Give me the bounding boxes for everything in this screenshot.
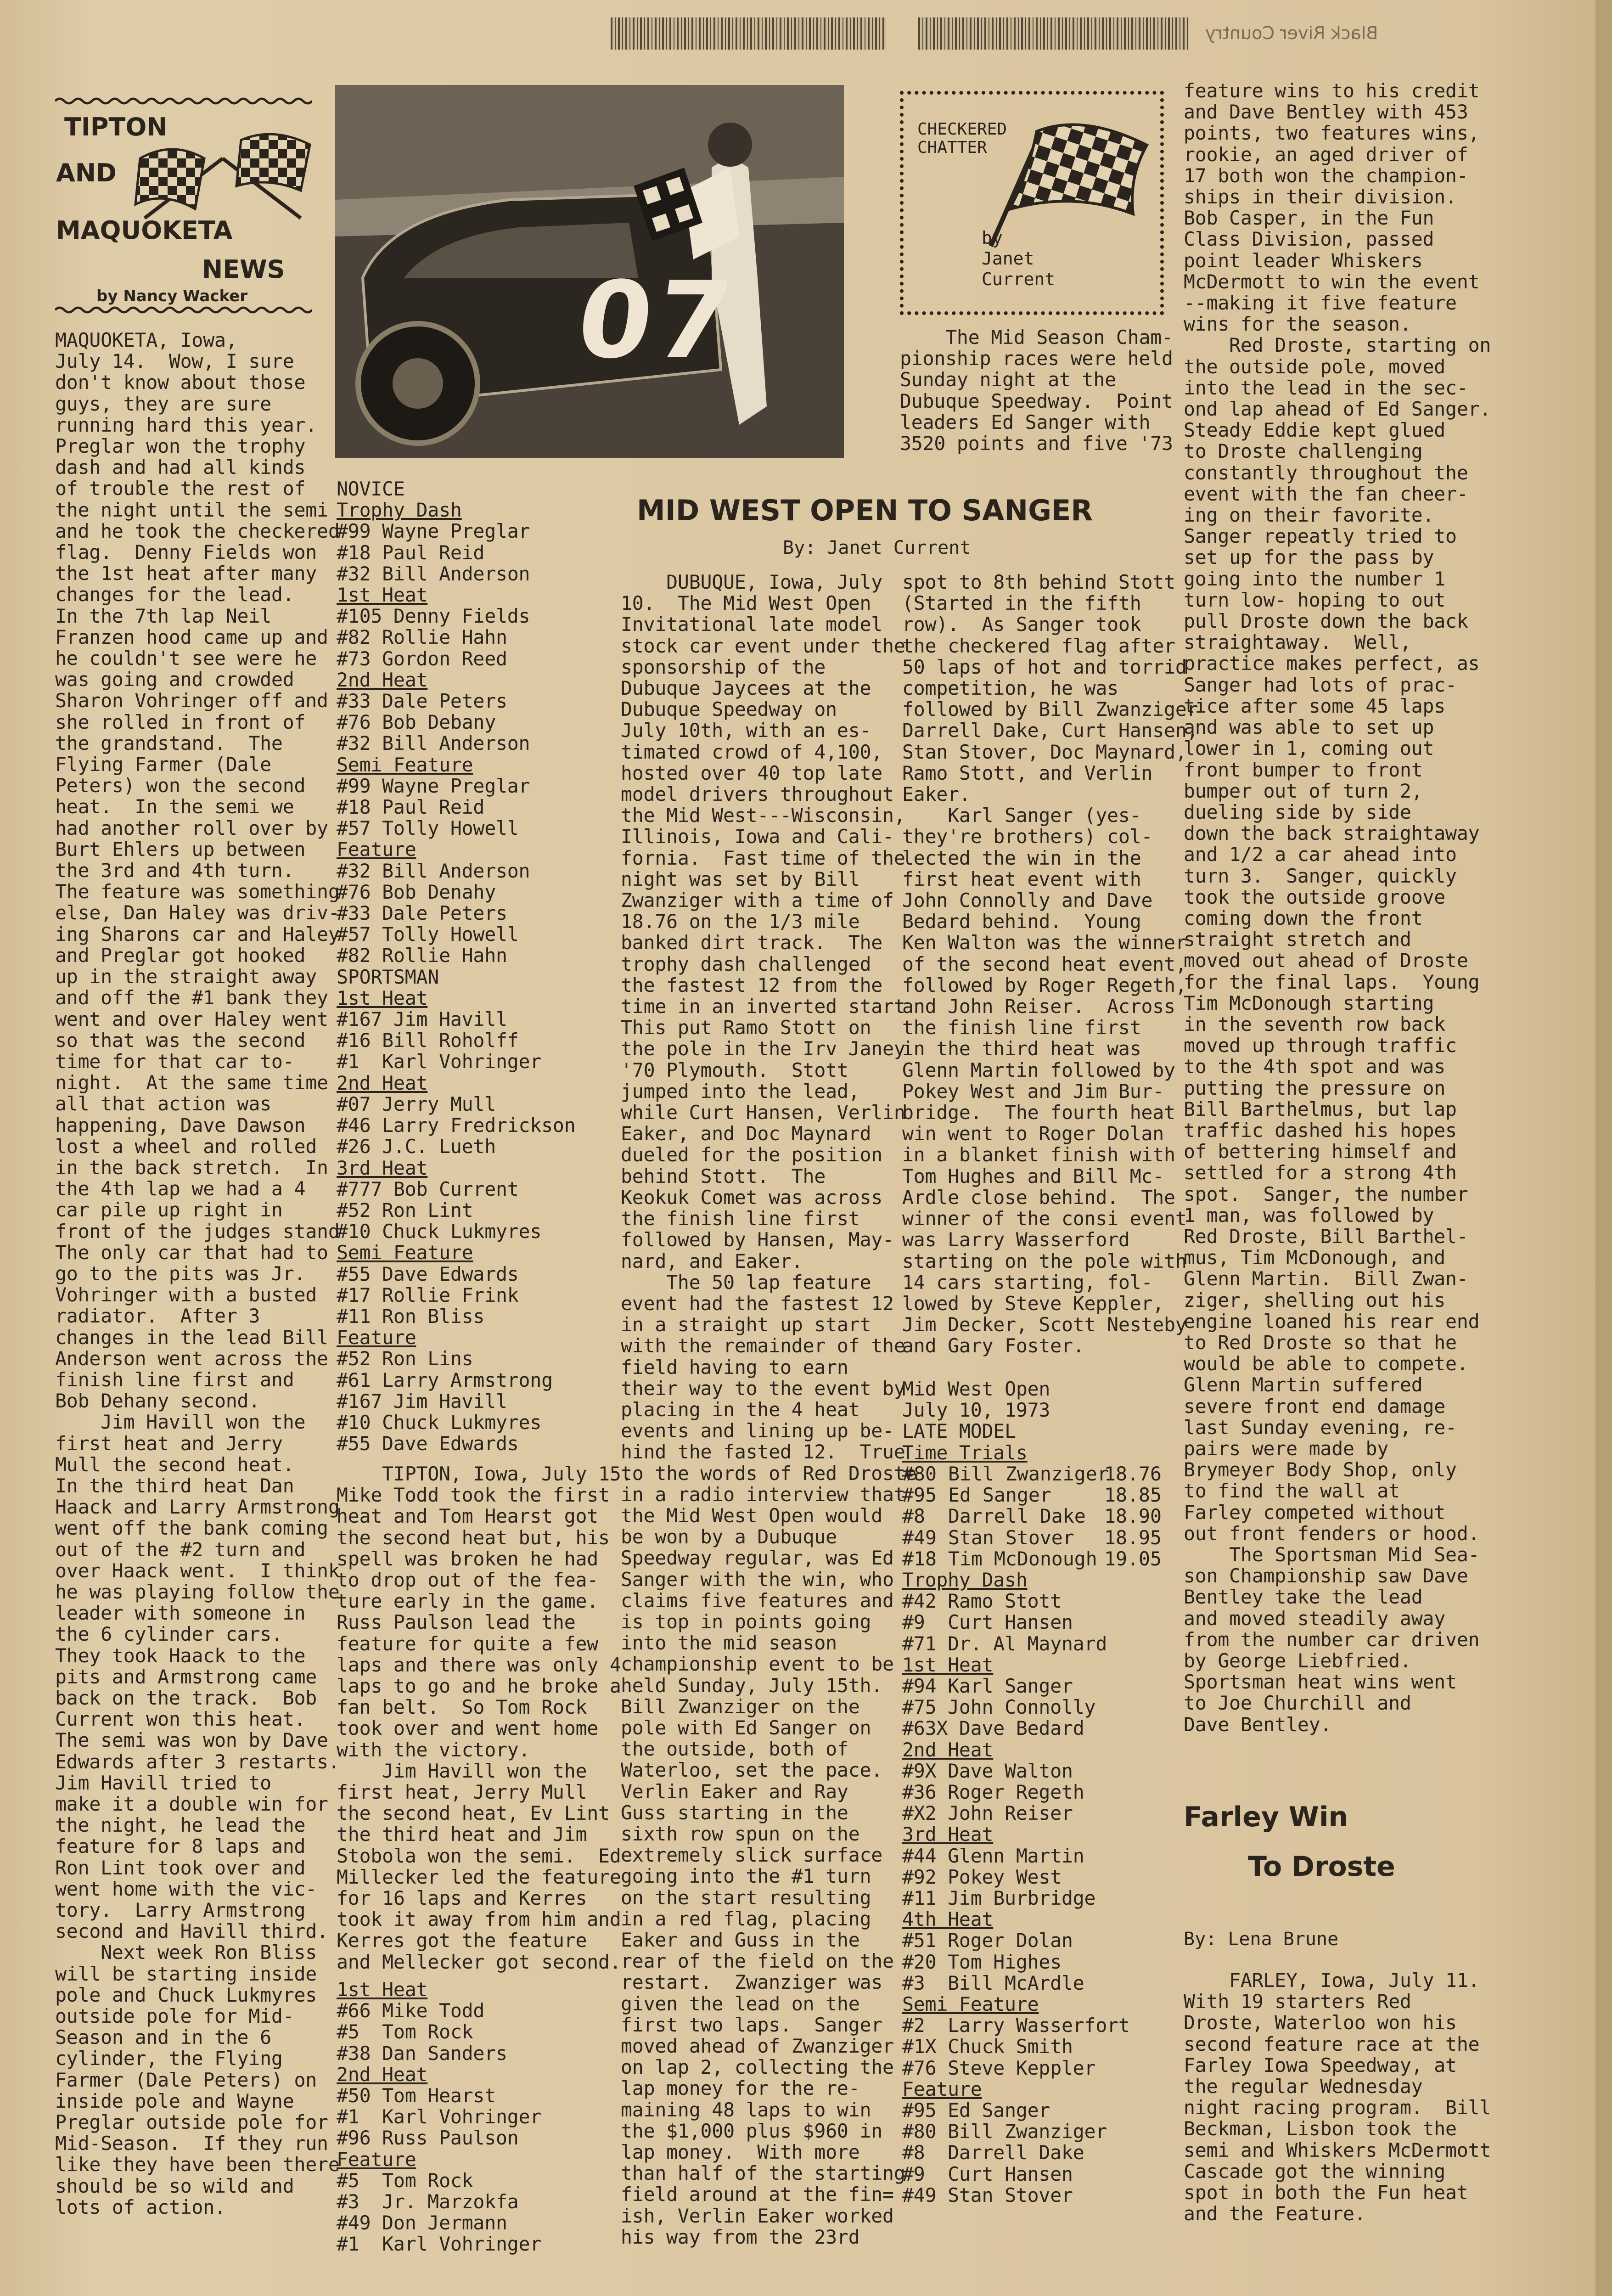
novice-sportsman-result-entry: #16 Bill Roholff <box>337 1029 519 1052</box>
novice-sportsman-result-entry: #33 Dale Peters <box>337 902 507 925</box>
midwest-result-heading: 1st Heat <box>902 1653 994 1676</box>
barcode-left <box>611 17 886 50</box>
midwest-body-a: DUBUQUE, Iowa, July 10. The Mid West Open Invitational late model stock car event under the sponsorship of the Dubuque Jaycees at the Dubuque Speedway on July 10th, with an es- timated crowd of 4,100, hosted over 40 top late model drivers throughout the Mid West---Wisconsin, Illinois, Iowa and Cali- fornia. Fast time of the night was set by Bill Zwanziger with a time of 18.76 on the 1/3 mile banked dirt track. The trophy dash challenged the fastest 12 from the time in an inverted start This put Ramo Stott on the pole in the Irv Janey '70 Plymouth. Stott jumped into the lead, while Curt Hansen, Verlin Eaker, and Doc Maynard dueled for the position behind Stott. The Keokuk Comet was across the finish line first followed by Hansen, May- nard, and Eaker. The 50 lap feature event had the fastest 12 in a straight up start with the remainder of the field having to earn their way to the event by placing in the 4 heat events and lining up be- hind the fasted 12. True to the words of Red Droste in a radio interview that the Mid West Open would be won by a Dubuque Speedway regular, was Ed Sanger with the win, who claims five features and is top in points going into the mid season championship event to be held Sunday, July 15th. Bill Zwanziger on the pole with Ed Sanger on the outside, both of Waterloo, set the pace. Verlin Eaker and Ray Guss starting in the sixth row spun on the extremely slick surface going into the #1 turn on the start resulting in a red flag, placing Eaker and Guss in the rear of the field on the restart. Zwanziger was given the lead on the first two laps. Sanger moved ahead of Zwanziger on lap 2, collecting the lap money for the re- maining 48 laps to win the $1,000 plus $960 in lap money. With more than half of the starting field around at the fin= ish, Verlin Eaker worked his way from the 23rd <box>621 571 917 2248</box>
tipton-result-entry: #5 Tom Rock <box>337 2020 473 2043</box>
novice-sportsman-result-entry: #61 Larry Armstrong <box>337 1368 553 1391</box>
tipton-result-heading: 1st Heat <box>337 1978 428 2001</box>
farley-title-1: Farley Win <box>1184 1801 1348 1833</box>
time-trials-label: Time Trials <box>902 1441 1028 1464</box>
midwest-result-entry: #X2 John Reiser <box>902 1802 1073 1825</box>
midwest-result-entry: #80 Bill Zwanziger <box>902 2120 1107 2143</box>
time-trial-time: 18.95 <box>1104 1526 1162 1549</box>
novice-sportsman-result-entry: #82 Rollie Hahn <box>337 944 507 967</box>
time-trial-driver: #49 Stan Stover <box>902 1526 1074 1549</box>
farley-title-2: To Droste <box>1248 1851 1395 1883</box>
chatter-by: by <box>982 228 1003 248</box>
midwest-result-entry: #76 Steve Keppler <box>902 2056 1096 2079</box>
midwest-result-entry: #2 Larry Wasserfort <box>902 2014 1130 2037</box>
chatter-label-1: CHECKERED <box>917 120 1007 139</box>
tipton-result-entry: #1 Karl Vohringer <box>337 2233 542 2256</box>
novice-sportsman-result-entry: #33 Dale Peters <box>337 690 507 713</box>
novice-sportsman-result-heading: 3rd Heat <box>337 1156 428 1179</box>
midwest-byline: By: Janet Current <box>783 537 971 558</box>
time-trial-row <box>902 1506 1178 1527</box>
novice-sportsman-result-entry: #55 Dave Edwards <box>337 1432 519 1455</box>
novice-sportsman-result-entry: #73 Gordon Reed <box>337 647 507 670</box>
novice-sportsman-result-entry: #99 Wayne Preglar <box>337 520 530 543</box>
tipton-title-4: NEWS <box>202 255 285 284</box>
novice-sportsman-result-heading: 1st Heat <box>337 584 428 607</box>
novice-sportsman-result-heading: Feature <box>337 1326 416 1349</box>
midwest-results-head-entry: Mid West Open <box>902 1378 1050 1400</box>
novice-sportsman-result-entry: #76 Bob Debany <box>337 711 496 734</box>
novice-sportsman-result-entry: #105 Denny Fields <box>337 605 530 628</box>
time-trial-driver: #18 Tim McDonough <box>902 1547 1097 1570</box>
tipton-result-entry: #50 Tom Hearst <box>337 2084 496 2107</box>
midwest-result-heading: 4th Heat <box>902 1908 994 1931</box>
time-trial-driver: #80 Bill Zwanziger <box>902 1463 1109 1485</box>
midwest-result-heading: Trophy Dash <box>902 1569 1028 1591</box>
time-trial-row <box>902 1485 1178 1506</box>
farley-body: FARLEY, Iowa, July 11. With 19 starters Red Droste, Waterloo won his second feature race at the Farley Iowa Speedway, at the regular Wednesday night racing program. Bill Beckman, Lisbon took the semi and Whiskers McDermott Cascade got the winning spot in both the Fun heat and the Feature. <box>1184 1969 1491 2225</box>
midwest-result-heading: Feature <box>902 2077 982 2100</box>
tipton-result-heading: Feature <box>337 2148 416 2171</box>
tipton-july15-results <box>337 1979 541 2255</box>
novice-sportsman-result-heading: Trophy Dash <box>337 499 462 522</box>
novice-sportsman-result-entry: #32 Bill Anderson <box>337 732 530 755</box>
novice-sportsman-result-entry: #777 Bob Current <box>337 1177 519 1200</box>
time-trial-row <box>902 1527 1178 1548</box>
barcode-right <box>918 17 1189 50</box>
chatter-continued-body: feature wins to his credit and Dave Bentley with 453 points, two features wins, rookie, an aged driver of 17 both won the champion- ships in their division. Bob Casper, in the Fun Class Division, passed point leader Whiskers McDermott to win the event --making it five feature wins for the season. Red Droste, starting on the outside pole, moved into the lead in the sec- ond lap ahead of Ed Sanger. Steady Eddie kept glued to Droste challenging constantly throughout the event with the fan cheer- ing on their favorite. Sanger repeatly tried to set up for the pass by going into the number 1 turn low- hoping to out pull Droste down the back straightaway. Well, practice makes perfect, as Sanger had lots of prac- tice after some 45 laps and was able to set up lower in 1, coming out front bumper to front bumper out of turn 2, dueling side by side down the back straightaway and 1/2 a car ahead into turn 3. Sanger, quickly took the outside groove coming down the front straight stretch and moved out ahead of Droste for the final laps. Young Tim McDonough starting in the seventh row back moved up through traffic to the 4th spot and was putting the pressure on Bill Barthelmus, but lap traffic dashed his hopes of bettering himself and settled for a strong 4th spot. Sanger, the number 1 man, was followed by Red Droste, Bill Barthel- mus, Tim McDonough, and Glenn Martin. Bill Zwan- ziger, shelling out his engine loaned his rear end to Red Droste so that he would be able to compete. Glenn Martin suffered severe front end damage last Sunday evening, re- pairs were made by Brymeyer Body Shop, only to find the wall at Farley competed without out front fenders or hood. The Sportsman Mid Sea- son Championship saw Dave Bentley take the lead and moved steadily away from the number car driven by George Liebfried. Sportsman heat wins went to Joe Churchill and Dave Bentley. <box>1184 79 1491 1736</box>
midwest-result-entry: #75 John Connolly <box>902 1696 1096 1719</box>
tipton-article-body: MAQUOKETA, Iowa, July 14. Wow, I sure don't know about those guys, they are sure running hard this year. Preglar won the trophy dash and had all kinds of trouble the rest of the night until the semi and he took the checkered flag. Denny Fields won the 1st heat after many changes for the lead. In the 7th lap Neil Franzen hood came up and he couldn't see were he was going and crowded Sharon Vohringer off and she rolled in front of the grandstand. The Flying Farmer (Dale Peters) won the second heat. In the semi we had another roll over by Burt Ehlers up between the 3rd and 4th turn. The feature was something else, Dan Haley was driv- ing Sharons car and Haley and Preglar got hooked up in the straight away and off the #1 bank they went and over Haley went so that was the second time for that car to- night. At the same time all that action was happening, Dave Dawson lost a wheel and rolled in the back stretch. In the 4th lap we had a 4 car pile up right in front of the judges stand The only car that had to go to the pits was Jr. Vohringer with a busted radiator. After 3 changes in the lead Bill Anderson went across the finish line first and Bob Dehany second. Jim Havill won the first heat and Jerry Mull the second heat. In the third heat Dan Haack and Larry Armstrong went off the bank coming out of the #2 turn and over Haack went. I think he was playing follow the leader with someone in the 6 cylinder cars. They took Haack to the pits and Armstrong came back on the track. Bob Current won this heat. The semi was won by Dave Edwards after 3 restarts. Jim Havill tried to make it a double win for the night, he lead the feature for 8 laps and Ron Lint took over and went home with the vic- tory. Larry Armstrong second and Havill third. Next week Ron Bliss will be starting inside pole and Chuck Lukmyres outside pole for Mid- Season and in the 6 cylinder, the Flying Farmer (Dale Peters) on inside pole and Wayne Preglar outside pole for Mid-Season. If they run like they have been there should be so wild and lots of action. <box>55 329 340 2218</box>
midwest-results-head-entry: LATE MODEL <box>902 1420 1016 1443</box>
time-trial-driver: #8 Darrell Dake <box>902 1505 1086 1528</box>
time-trials-table <box>902 1463 1178 1570</box>
midwest-headline: MID WEST OPEN TO SANGER <box>637 494 1093 527</box>
tipton-title-1: TIPTON <box>64 113 168 141</box>
novice-sportsman-result-heading: 2nd Heat <box>337 1071 428 1094</box>
novice-sportsman-result-entry: #52 Ron Lins <box>337 1347 473 1370</box>
midwest-result-entry: #92 Pokey West <box>902 1865 1062 1888</box>
midwest-result-entry: #8 Darrell Dake <box>902 2141 1084 2164</box>
midwest-result-entry: #9X Dave Walton <box>902 1759 1073 1782</box>
novice-sportsman-result-entry: #99 Wayne Preglar <box>337 774 530 797</box>
chatter-intro: The Mid Season Cham- pionship races were held Sunday night at the Dubuque Speedway. Point leaders Ed Sanger with 3520 points and five '73 <box>900 326 1173 455</box>
novice-sportsman-result-heading: Semi Feature <box>337 1241 473 1264</box>
tipton-title-3: MAQUOKETA <box>56 216 233 245</box>
midwest-result-heading: 3rd Heat <box>902 1823 994 1846</box>
tipton-july15-body: TIPTON, Iowa, July 15. Mike Todd took the first heat and Tom Hearst got the second heat but, his spell was broken he had to drop out of the fea- ture early in the game. Russ Paulson lead the feature for quite a few laps and there was only 4 laps to go and he broke a fan belt. So Tom Rock took over and went home with the victory. Jim Havill won the first heat, Jerry Mull the second heat, Ev Lint the third heat and Jim Stobola won the semi. Ed Millecker led the feature for 16 laps and Kerres took it away from him and Kerres got the feature and Mellecker got second. <box>337 1463 633 1973</box>
novice-sportsman-result-entry: #52 Ron Lint <box>337 1199 473 1221</box>
novice-sportsman-result-entry: #82 Rollie Hahn <box>337 626 507 649</box>
tipton-byline: by Nancy Wacker <box>96 287 248 305</box>
midwest-result-entry: #36 Roger Regeth <box>902 1781 1084 1804</box>
midwest-result-entry: #11 Jim Burbridge <box>902 1887 1096 1910</box>
tipton-result-entry: #1 Karl Vohringer <box>337 2105 542 2128</box>
novice-sportsman-result-heading: Feature <box>337 838 416 861</box>
time-trial-time: 18.76 <box>1104 1463 1162 1485</box>
chatter-label-2: CHATTER <box>917 138 987 157</box>
checkered-chatter-box <box>900 91 1164 315</box>
tipton-result-entry: #38 Dan Sanders <box>337 2042 507 2065</box>
novice-sportsman-result-entry: #10 Chuck Lukmyres <box>337 1220 542 1243</box>
tipton-result-entry: #49 Don Jermann <box>337 2212 507 2234</box>
tipton-result-entry: #5 Tom Rock <box>337 2169 473 2192</box>
novice-sportsman-result-entry: #46 Larry Fredrickson <box>337 1114 576 1137</box>
midwest-body-b: spot to 8th behind Stott (Started in the fifth row). As Sanger took the checkered flag after 50 laps of hot and torrid competition, he was followed by Bill Zwanziger Darrell Dake, Curt Hansen, Stan Stover, Doc Maynard, Ramo Stott, and Verlin Eaker. Karl Sanger (yes- they're brothers) col- lected the win in the first heat event with John Connolly and Dave Bedard behind. Young Ken Walton was the winner of the second heat event, followed by Roger Regeth, and John Reiser. Across the finish line first in the third heat was Glenn Martin followed by Pokey West and Jim Bur- bridge. The fourth heat win went to Roger Dolan in a blanket finish with Tom Hughes and Bill Mc- Ardle close behind. The winner of the consi event was Larry Wasserford starting on the pole with 14 cars starting, fol- lowed by Steve Keppler, Jim Decker, Scott Nesteby and Gary Foster. <box>902 571 1198 1357</box>
chatter-author-2: Current <box>982 269 1056 289</box>
car-number: 07 <box>570 259 743 382</box>
novice-sportsman-result-entry: #57 Tolly Howell <box>337 817 519 840</box>
tipton-title-2: AND <box>56 158 117 187</box>
midwest-result-entry: #51 Roger Dolan <box>902 1929 1073 1952</box>
novice-sportsman-result-entry: NOVICE <box>337 478 405 500</box>
novice-sportsman-result-entry: #10 Chuck Lukmyres <box>337 1411 542 1434</box>
midwest-result-entry: #44 Glenn Martin <box>902 1844 1084 1867</box>
midwest-results-head-entry: July 10, 1973 <box>902 1399 1050 1422</box>
novice-sportsman-result-entry: #11 Ron Bliss <box>337 1305 485 1328</box>
midwest-result-entry: #20 Tom Highes <box>902 1950 1062 1973</box>
wavy-rule-bottom <box>55 305 312 315</box>
novice-sportsman-result-entry: #167 Jim Havill <box>337 1390 507 1412</box>
midwest-result-entry: #49 Stan Stover <box>902 2183 1073 2206</box>
tipton-result-entry: #3 Jr. Marzokfa <box>337 2190 519 2213</box>
midwest-result-entry: #1X Chuck Smith <box>902 2035 1073 2058</box>
chatter-author-1: Janet <box>982 248 1034 269</box>
midwest-results-list <box>902 1570 1130 2206</box>
novice-sportsman-result-entry: #1 Karl Vohringer <box>337 1050 542 1073</box>
wavy-rule-top <box>55 96 312 106</box>
race-car-photo <box>335 85 844 458</box>
tipton-result-entry: #96 Russ Paulson <box>337 2127 519 2150</box>
novice-sportsman-result-entry: #18 Paul Reid <box>337 796 485 819</box>
novice-sportsman-result-entry: #17 Rollie Frink <box>337 1283 519 1306</box>
midwest-result-entry: #63X Dave Bedard <box>902 1717 1084 1740</box>
time-trial-time: 19.05 <box>1104 1547 1162 1570</box>
novice-sportsman-result-entry: SPORTSMAN <box>337 965 439 988</box>
midwest-result-entry: #3 Bill McArdle <box>902 1971 1084 1994</box>
novice-sportsman-result-entry: #18 Paul Reid <box>337 541 485 564</box>
midwest-result-entry: #42 Ramo Stott <box>902 1590 1062 1613</box>
novice-sportsman-result-entry: #57 Tolly Howell <box>337 923 519 946</box>
midwest-result-entry: #71 Dr. Al Maynard <box>902 1632 1107 1655</box>
midwest-result-heading: 2nd Heat <box>902 1738 994 1761</box>
novice-sportsman-result-entry: #32 Bill Anderson <box>337 562 530 585</box>
midwest-result-entry: #94 Karl Sanger <box>902 1675 1073 1698</box>
novice-sportsman-result-entry: #32 Bill Anderson <box>337 859 530 882</box>
tipton-results-list <box>337 478 576 1454</box>
time-trial-time: 18.85 <box>1104 1484 1162 1507</box>
time-trial-row <box>902 1548 1178 1570</box>
time-trial-row <box>902 1463 1178 1485</box>
novice-sportsman-result-heading: 2nd Heat <box>337 668 428 691</box>
novice-sportsman-result-entry: #07 Jerry Mull <box>337 1092 496 1115</box>
checkered-flags-icon <box>131 131 315 223</box>
novice-sportsman-result-entry: #76 Bob Denahy <box>337 880 496 903</box>
checkered-flag-icon <box>982 113 1156 251</box>
midwest-result-entry: #9 Curt Hansen <box>902 1611 1073 1634</box>
time-trial-driver: #95 Ed Sanger <box>902 1484 1051 1507</box>
tipton-result-heading: 2nd Heat <box>337 2063 428 2086</box>
novice-sportsman-result-entry: #167 Jim Havill <box>337 1008 507 1031</box>
novice-sportsman-result-heading: 1st Heat <box>337 986 428 1009</box>
novice-sportsman-result-heading: Semi Feature <box>337 753 473 776</box>
midwest-result-heading: Semi Feature <box>902 1993 1039 2016</box>
paper-edge <box>1595 0 1612 2296</box>
novice-sportsman-result-entry: #26 J.C. Lueth <box>337 1135 496 1158</box>
tipton-result-entry: #66 Mike Todd <box>337 1999 485 2022</box>
farley-byline: By: Lena Brune <box>1184 1929 1339 1950</box>
time-trial-time: 18.90 <box>1104 1505 1162 1528</box>
masthead-right: Black River Country <box>1205 23 1378 43</box>
midwest-result-entry: #95 Ed Sanger <box>902 2099 1050 2122</box>
novice-sportsman-result-entry: #55 Dave Edwards <box>337 1262 519 1285</box>
midwest-results-header <box>902 1379 1050 1442</box>
midwest-result-entry: #9 Curt Hansen <box>902 2162 1073 2185</box>
